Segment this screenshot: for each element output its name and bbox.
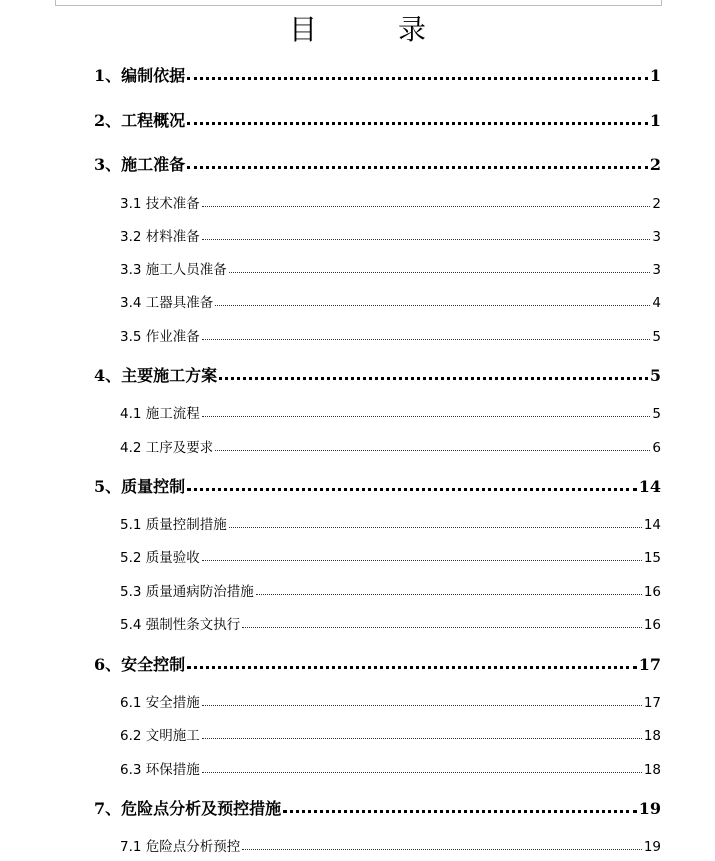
toc-page-number: 5 (652, 329, 661, 345)
toc-entry-level2[interactable] (120, 258, 661, 278)
toc-page-number: 1 (649, 111, 661, 130)
toc-entry-label: 7、危险点分析及预控措施 (94, 799, 282, 818)
toc-entry-level1[interactable] (94, 474, 661, 497)
toc-entry-label: 3、施工准备 (94, 155, 186, 174)
toc-page-number: 17 (638, 655, 661, 674)
toc-page-number: 17 (643, 695, 661, 711)
page-title: 目 录 (289, 13, 462, 46)
toc-entry-label: 7.1 危险点分析预控 (120, 839, 241, 855)
toc-dot-leader (229, 271, 651, 273)
toc-entry-level1[interactable] (94, 152, 661, 175)
toc-entry-label: 5.2 质量验收 (120, 550, 200, 566)
toc-entry-label: 5.4 强制性条文执行 (120, 617, 241, 633)
toc-entry-label: 5.1 质量控制措施 (120, 517, 227, 533)
toc-page-number: 3 (652, 229, 661, 245)
toc-entry-label: 6.1 安全措施 (120, 695, 200, 711)
toc-entry-level2[interactable] (120, 758, 661, 778)
toc-entry-label: 4.1 施工流程 (120, 406, 200, 422)
toc-entry-label: 6.2 文明施工 (120, 728, 200, 744)
toc-entry-level2[interactable] (120, 580, 661, 600)
toc-page-number: 19 (638, 799, 661, 818)
toc-dot-leader (187, 165, 648, 169)
toc-dot-leader (202, 771, 642, 773)
toc-page-number: 5 (649, 366, 661, 385)
toc-entry-level2[interactable] (120, 436, 661, 456)
toc-entry-level2[interactable] (120, 513, 661, 533)
toc-dot-leader (202, 704, 642, 706)
toc-entry-label: 6.3 环保措施 (120, 762, 200, 778)
toc-entry-level2[interactable] (120, 835, 661, 855)
toc-dot-leader (187, 665, 637, 669)
toc-page-number: 15 (643, 550, 661, 566)
toc-dot-leader (256, 593, 642, 595)
toc-dot-leader (219, 376, 648, 380)
toc-dot-leader (242, 626, 642, 628)
toc-dot-leader (242, 848, 642, 850)
toc-page-number: 4 (652, 295, 661, 311)
toc-entry-level1[interactable] (94, 652, 661, 675)
toc-entry-label: 6、安全控制 (94, 655, 186, 674)
toc-entry-level2[interactable] (120, 613, 661, 633)
toc-page-number: 16 (643, 617, 661, 633)
toc-entry-level2[interactable] (120, 724, 661, 744)
toc-page-number: 14 (643, 517, 661, 533)
toc-page-number: 3 (652, 262, 661, 278)
toc-entry-label: 4.2 工序及要求 (120, 440, 214, 456)
toc-entry-level2[interactable] (120, 325, 661, 345)
toc-entry-level1[interactable] (94, 363, 661, 386)
toc-dot-leader (187, 76, 648, 80)
toc-entry-label: 3.2 材料准备 (120, 229, 200, 245)
toc-dot-leader (202, 737, 642, 739)
toc-entry-label: 4、主要施工方案 (94, 366, 218, 385)
toc-page-number: 16 (643, 584, 661, 600)
toc-dot-leader (283, 809, 637, 813)
toc-dot-leader (187, 487, 637, 491)
toc-entry-label: 1、编制依据 (94, 66, 186, 85)
toc-entry-label: 2、工程概况 (94, 111, 186, 130)
toc-entry-label: 3.5 作业准备 (120, 329, 200, 345)
toc-dot-leader (202, 559, 642, 561)
toc-entry-label: 5.3 质量通病防治措施 (120, 584, 254, 600)
toc-entry-label: 3.3 施工人员准备 (120, 262, 227, 278)
toc-page-number: 5 (652, 406, 661, 422)
toc-page-number: 1 (649, 66, 661, 85)
toc-entry-label: 3.4 工器具准备 (120, 295, 214, 311)
toc-entry-level2[interactable] (120, 291, 661, 311)
toc-entry-level2[interactable] (120, 192, 661, 212)
page-top-border (55, 0, 662, 6)
toc-page-number: 18 (643, 762, 661, 778)
toc-dot-leader (202, 205, 651, 207)
toc-entry-label: 3.1 技术准备 (120, 196, 200, 212)
toc-dot-leader (187, 121, 648, 125)
toc-entry-level1[interactable] (94, 108, 661, 131)
toc-dot-leader (202, 415, 651, 417)
toc-entry-level2[interactable] (120, 225, 661, 245)
toc-entry-level1[interactable] (94, 796, 661, 819)
toc-entry-level2[interactable] (120, 402, 661, 422)
toc-entry-level2[interactable] (120, 546, 661, 566)
toc-dot-leader (202, 238, 651, 240)
toc-entry-label: 5、质量控制 (94, 477, 186, 496)
toc-dot-leader (202, 338, 651, 340)
toc-page-number: 19 (643, 839, 661, 855)
toc-dot-leader (229, 526, 642, 528)
toc-entry-level2[interactable] (120, 691, 661, 711)
toc-dot-leader (215, 449, 650, 451)
toc-page-number: 2 (652, 196, 661, 212)
toc-entry-level1[interactable] (94, 63, 661, 86)
toc-page-number: 18 (643, 728, 661, 744)
toc-page-number: 14 (638, 477, 661, 496)
toc-dot-leader (215, 304, 650, 306)
toc-page-number: 2 (649, 155, 661, 174)
toc-page-number: 6 (652, 440, 661, 456)
